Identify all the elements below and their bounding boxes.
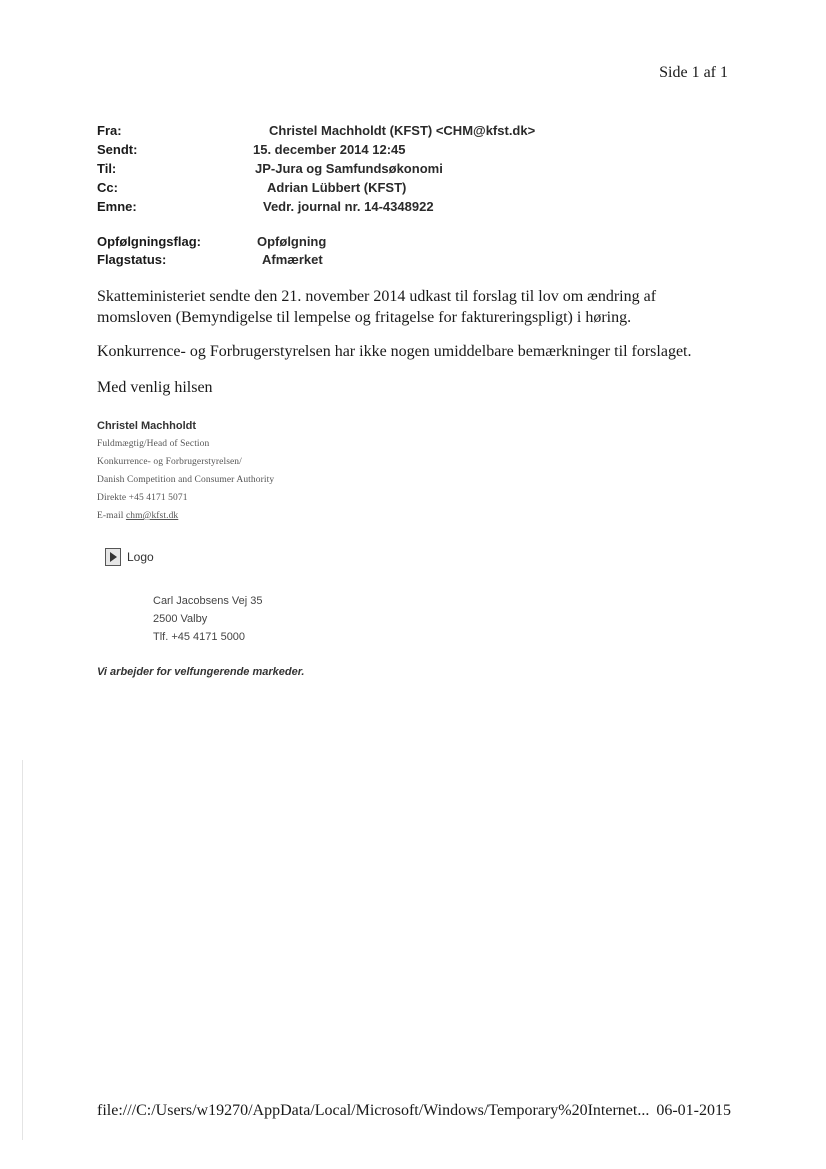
header-value-from: Christel Machholdt (KFST) <CHM@kfst.dk> xyxy=(269,123,536,138)
motto: Vi arbejder for velfungerende markeder. xyxy=(97,666,305,678)
logo-placeholder xyxy=(105,548,154,566)
header-value-subject: Vedr. journal nr. 14-4348922 xyxy=(263,199,434,214)
flag-value-followup: Opfølgning xyxy=(257,234,327,249)
signature-block xyxy=(97,417,274,525)
header-row-from xyxy=(97,121,697,140)
broken-image-icon xyxy=(105,548,121,566)
header-row-subject xyxy=(97,197,697,216)
header-row-cc xyxy=(97,178,697,197)
body-paragraph-1: Skatteministeriet sendte den 21. november 2014 udkast til forslag til lov om ændring af momsloven (Bemyndigelse til lempelse og fritagelse for faktureringspligt) i høring. xyxy=(97,288,657,326)
page-number: Side 1 af 1 xyxy=(659,64,728,81)
signature-title: Fuldmægtig/Head of Section xyxy=(97,439,210,449)
header-row-to xyxy=(97,159,697,178)
footer-file-path: file:///C:/Users/w19270/AppData/Local/Microsoft/Windows/Temporary%20Internet... xyxy=(97,1102,650,1119)
header-label-cc: Cc: xyxy=(97,180,118,195)
address-city: 2500 Valby xyxy=(153,613,208,625)
flag-label-followup: Opfølgningsflag: xyxy=(97,234,201,249)
address-phone: Tlf. +45 4171 5000 xyxy=(153,631,246,643)
footer-date: 06-01-2015 xyxy=(656,1102,731,1119)
header-row-sent xyxy=(97,140,697,159)
header-label-to: Til: xyxy=(97,161,117,176)
signature-email-line xyxy=(97,507,274,525)
flag-row-followup xyxy=(97,233,697,251)
logo-label: Logo xyxy=(127,550,154,564)
signature-org-da: Konkurrence- og Forbrugerstyrelsen/ xyxy=(97,457,242,467)
header-label-from: Fra: xyxy=(97,123,122,138)
page-footer xyxy=(97,1102,731,1120)
address-block xyxy=(153,592,262,646)
closing-line: Med venlig hilsen xyxy=(97,379,213,396)
signature-org-en: Danish Competition and Consumer Authority xyxy=(97,475,275,485)
header-value-sent: 15. december 2014 12:45 xyxy=(253,142,406,157)
flag-value-status: Afmærket xyxy=(262,252,323,267)
header-value-cc: Adrian Lübbert (KFST) xyxy=(267,180,407,195)
header-label-subject: Emne: xyxy=(97,199,137,214)
flag-label-status: Flagstatus: xyxy=(97,252,167,267)
header-value-to: JP-Jura og Samfundsøkonomi xyxy=(255,161,443,176)
address-street: Carl Jacobsens Vej 35 xyxy=(153,595,263,607)
flag-block xyxy=(97,233,697,269)
signature-name: Christel Machholdt xyxy=(97,420,197,432)
flag-row-status xyxy=(97,251,697,269)
header-label-sent: Sendt: xyxy=(97,142,138,157)
signature-direct: Direkte +45 4171 5071 xyxy=(97,493,188,503)
email-header xyxy=(97,121,697,216)
signature-email-link[interactable]: chm@kfst.dk xyxy=(125,511,179,521)
body-paragraph-2: Konkurrence- og Forbrugerstyrelsen har ikke nogen umiddelbare bemærkninger til forslaget. xyxy=(97,343,692,360)
scan-margin-line xyxy=(22,760,23,1140)
signature-email-label: E-mail xyxy=(97,511,124,521)
